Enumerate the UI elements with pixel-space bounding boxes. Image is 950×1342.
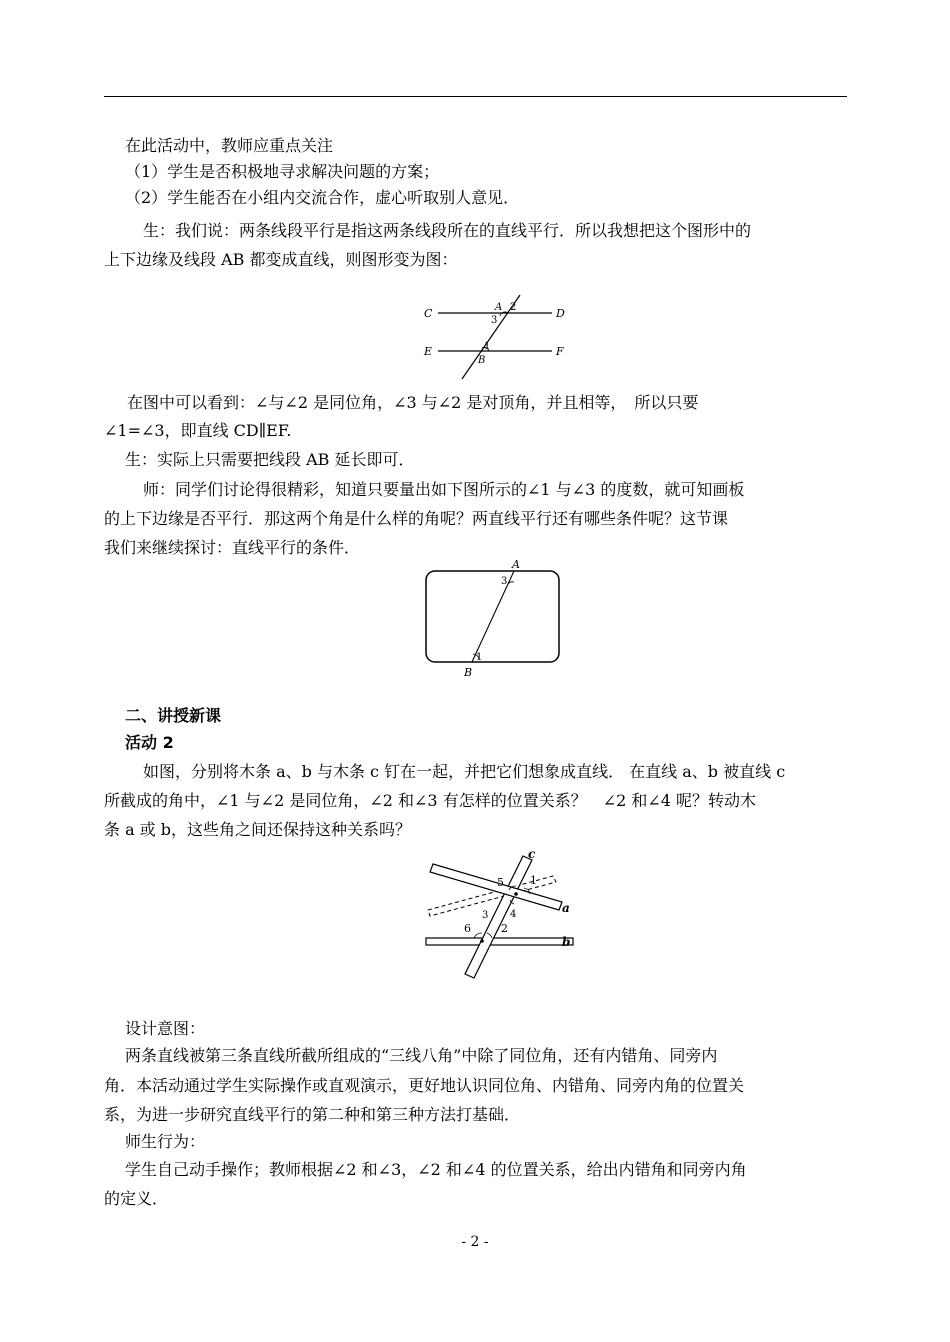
paragraph-line: （1）学生是否积极地寻求解决问题的方案； xyxy=(125,162,440,181)
paragraph-line: 系，为进一步研究直线平行的第二种和第三种方法打基础． xyxy=(104,1105,521,1124)
nail-b xyxy=(480,939,484,943)
label-angle-1: 1 xyxy=(476,652,483,663)
paragraph-line: 两条直线被第三条直线所截所组成的“三线八角”中除了同位角，还有内错角、同旁内 xyxy=(125,1046,718,1065)
label-angle-4: 4 xyxy=(510,909,517,920)
label-angle-1: 1 xyxy=(484,341,491,352)
paragraph-line: 的上下边缘是否平行．那这两个角是什么样的角呢？两直线平行还有哪些条件呢？这节课 xyxy=(104,509,729,528)
label-c: c xyxy=(528,847,536,861)
label-b: b xyxy=(562,935,571,949)
paragraph-line: 我们来继续探讨：直线平行的条件． xyxy=(104,538,361,557)
segment-ab xyxy=(472,571,514,662)
paragraph-line: 所截成的角中，∠1 与∠2 是同位角，∠2 和∠3 有怎样的位置关系？ ∠2 和∠4 呢？转动木 xyxy=(104,791,757,810)
angle-6-arc xyxy=(474,933,482,938)
label-b: B xyxy=(478,355,486,366)
parallel-lines-figure xyxy=(420,292,580,382)
paragraph-line: 在此活动中，教师应重点关注 xyxy=(125,136,334,155)
paragraph-line: 上下边缘及线段 AB 都变成直线，则图形变为图： xyxy=(104,250,458,269)
label-a: A xyxy=(512,558,520,571)
paragraph-line: 在图中可以看到：∠与∠2 是同位角，∠3 与∠2 是对顶角，并且相等， 所以只要 xyxy=(127,393,699,412)
activity-heading: 活动 2 xyxy=(125,733,174,752)
paragraph-line: 条 a 或 b，这些角之间还保持这种关系吗？ xyxy=(104,820,412,839)
drawing-board-figure xyxy=(420,556,565,681)
header-rule xyxy=(104,96,847,97)
label-d: D xyxy=(556,307,565,320)
label-e: E xyxy=(424,345,433,358)
label-angle-3: 3 xyxy=(482,910,489,921)
label-angle-3: 3 xyxy=(491,315,498,326)
label-b: B xyxy=(464,666,473,679)
section-heading: 二、讲授新课 xyxy=(125,706,222,725)
label-angle-2: 2 xyxy=(501,922,508,935)
paragraph-line: 学生自己动手操作；教师根据∠2 和∠3，∠2 和∠4 的位置关系，给出内错角和同旁内角 xyxy=(125,1160,747,1179)
label-f: F xyxy=(556,345,564,358)
paragraph-line: （2）学生能否在小组内交流合作，虚心听取别人意见． xyxy=(125,188,520,207)
label-angle-6: 6 xyxy=(464,922,471,935)
page-number: - 2 - xyxy=(461,1234,489,1250)
paragraph-line: 如图，分别将木条 a、b 与木条 c 钉在一起，并把它们想象成直线． 在直线 a、b 被直线 c xyxy=(143,762,786,781)
paragraph-line: ∠1=∠3，即直线 CD∥EF. xyxy=(104,421,292,440)
label-a: A xyxy=(495,302,503,313)
strip-b xyxy=(426,938,573,945)
label-angle-3: 3 xyxy=(501,576,508,587)
label-angle-5: 5 xyxy=(497,876,504,889)
paragraph-line: 角．本活动通过学生实际操作或直观演示，更好地认识同位角、内错角、同旁内角的位置关 xyxy=(104,1076,745,1095)
nail-a xyxy=(514,892,518,896)
strip-a xyxy=(430,864,562,910)
paragraph-line: 生：实际上只需要把线段 AB 延长即可． xyxy=(125,450,415,469)
paragraph-line: 设计意图： xyxy=(125,1019,206,1038)
wooden-strips-figure xyxy=(416,842,586,982)
label-angle-1: 1 xyxy=(530,874,537,887)
paragraph-line: 生：我们说：两条线段平行是指这两条线段所在的直线平行．所以我想把这个图形中的 xyxy=(143,221,752,240)
paragraph-line: 的定义． xyxy=(104,1189,169,1208)
label-c: C xyxy=(424,307,433,320)
paragraph-line: 师生行为： xyxy=(125,1132,206,1151)
label-angle-2: 2 xyxy=(510,302,517,313)
strip-c xyxy=(465,856,532,978)
paragraph-line: 师：同学们讨论得很精彩，知道只要量出如下图所示的∠1 与∠3 的度数，就可知画板 xyxy=(143,480,745,499)
label-a: a xyxy=(562,901,570,915)
